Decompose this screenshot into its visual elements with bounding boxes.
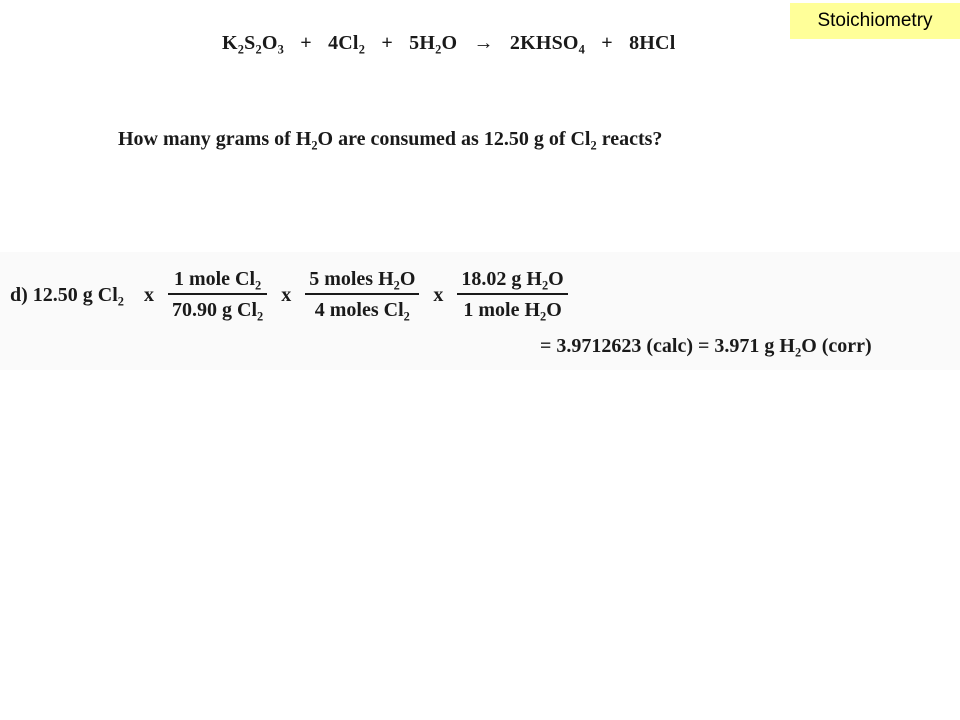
fraction-numerator: 1 mole $Cl_2$: [173, 268, 262, 293]
multiply-sign: x: [281, 283, 292, 306]
conversion-factor-3: [457, 268, 567, 322]
balanced-equation: [222, 32, 675, 55]
fraction-denominator: 70.90 g $Cl_2$: [172, 299, 264, 324]
fraction-numerator: 18.02 g $H_2O$: [461, 268, 564, 293]
plus-sign: +: [381, 32, 393, 54]
topic-label: Stoichiometry: [790, 3, 960, 39]
fraction-numerator: 5 moles $H_2O$: [309, 268, 416, 293]
conversion-factor-2: [305, 268, 419, 322]
solution-result: = 3.9712623 (calc) = 3.971 g $H_2O$ (corr): [540, 335, 872, 360]
reactant-k2s2o3: $K_2S_2O_3$: [222, 32, 285, 57]
reactant-cl2: $4Cl_2$: [328, 32, 366, 57]
solution-block: [0, 252, 960, 370]
reactant-h2o: $5H_2O$: [409, 32, 458, 57]
solution-calculation: [10, 268, 568, 322]
question-text: How many grams of $H_2O$ are consumed as 12.50 g of $Cl_2$ reacts?: [118, 128, 663, 153]
solution-start: d) 12.50 g $Cl_2$: [10, 283, 124, 308]
fraction-denominator: 1 mole $H_2O$: [463, 299, 562, 324]
reaction-arrow-icon: →: [473, 32, 494, 54]
plus-sign: +: [601, 32, 613, 54]
plus-sign: +: [300, 32, 312, 54]
product-hcl: 8HCl: [629, 32, 676, 54]
fraction-denominator: 4 moles $Cl_2$: [314, 299, 410, 324]
multiply-sign: x: [144, 283, 154, 306]
product-khso4: $2KHSO_4$: [509, 32, 586, 57]
multiply-sign: x: [433, 283, 444, 306]
conversion-factor-1: [168, 268, 267, 322]
